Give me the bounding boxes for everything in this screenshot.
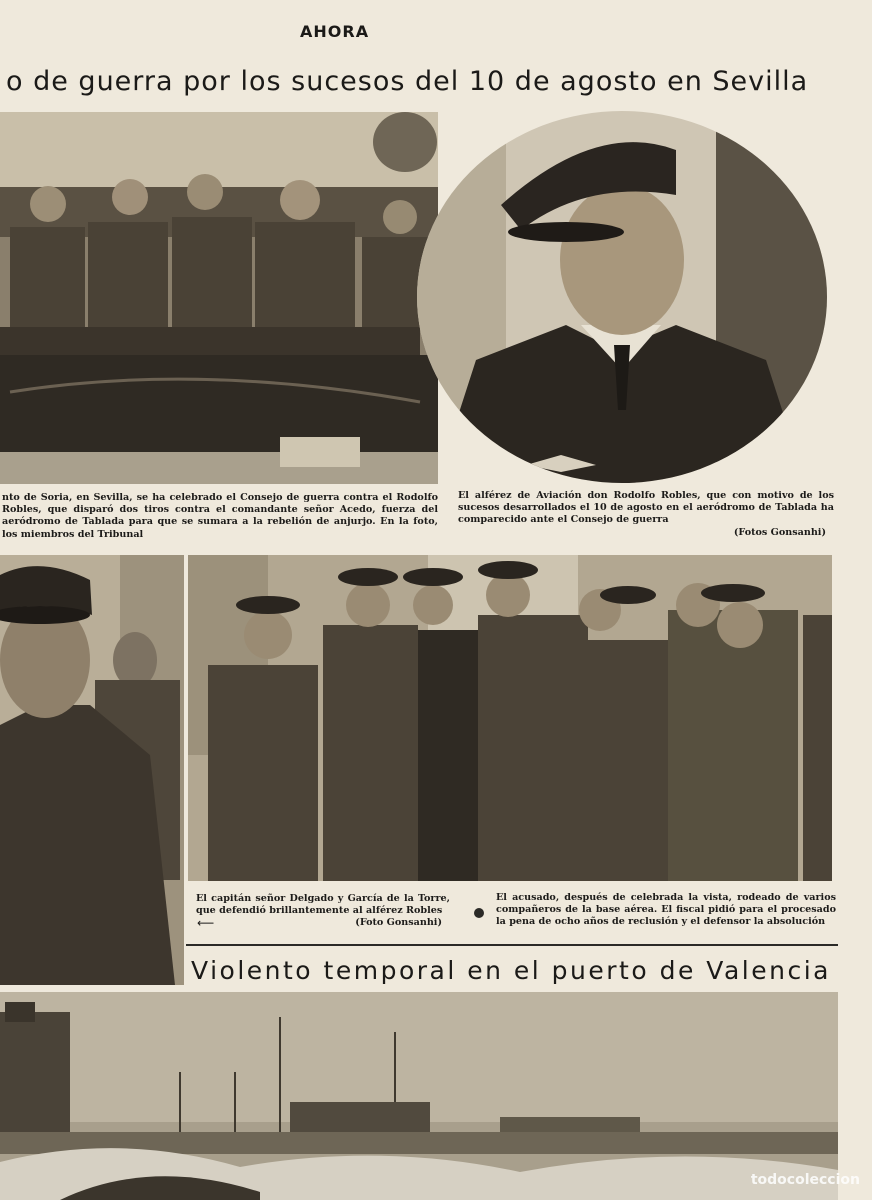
caption-robles [458, 490, 834, 539]
photo-puerto-valencia [0, 992, 838, 1200]
photo-puerto-valencia-image [0, 992, 838, 1200]
caption-capitan-delgado-credit: (Foto Gonsanhi) [355, 917, 442, 929]
caption-tribunal: nto de Soria, en Sevilla, se ha celebrado el Consejo de guerra contra el Rodolfo Robles, que disparó dos tiros contra el comandante señor Acedo, fuerza del aeródromo de Tablada para que se sumara a la rebelión de anjurjo. En la foto, los miembros del Tribunal [2, 492, 438, 540]
masthead: AHORA [300, 22, 370, 41]
caption-capitan-delgado-text: El capitán señor Delgado y García de la Torre, que defendió brillantemente al alférez Robles [196, 893, 450, 917]
caption-capitan-delgado [196, 893, 450, 930]
bullet-icon [474, 908, 484, 918]
photo-tribunal [0, 112, 438, 484]
caption-robles-text: El alférez de Aviación don Rodolfo Robles, que con motivo de los sucesos desarrollados el 10 de agosto en el aeródromo de Tablada ha comparecido ante el Consejo de guerra [458, 490, 834, 526]
headline-temporal-valencia: Violento temporal en el puerto de Valencia [191, 956, 831, 985]
photo-tribunal-image [0, 112, 438, 484]
photo-grupo-base-aerea-image [188, 555, 832, 881]
watermark: todocoleccion [750, 1172, 860, 1188]
photo-robles-portrait [416, 110, 828, 484]
photo-capitan-delgado-image [0, 555, 184, 985]
arrow-left-icon: ⟵ [197, 916, 215, 930]
photo-grupo-base-aerea [188, 555, 832, 881]
headline-consejo-de-guerra: o de guerra por los sucesos del 10 de agosto en Sevilla [6, 66, 809, 97]
section-divider [186, 944, 838, 946]
caption-acusado: El acusado, después de celebrada la vista, rodeado de varios compañeros de la base aérea. El fiscal pidió para el procesado la pena de ocho años de reclusión y el defensor la absolución [496, 892, 836, 928]
caption-robles-credit: (Fotos Gonsanhi) [733, 526, 826, 538]
photo-robles-portrait-image [416, 110, 828, 484]
photo-capitan-delgado [0, 555, 184, 985]
